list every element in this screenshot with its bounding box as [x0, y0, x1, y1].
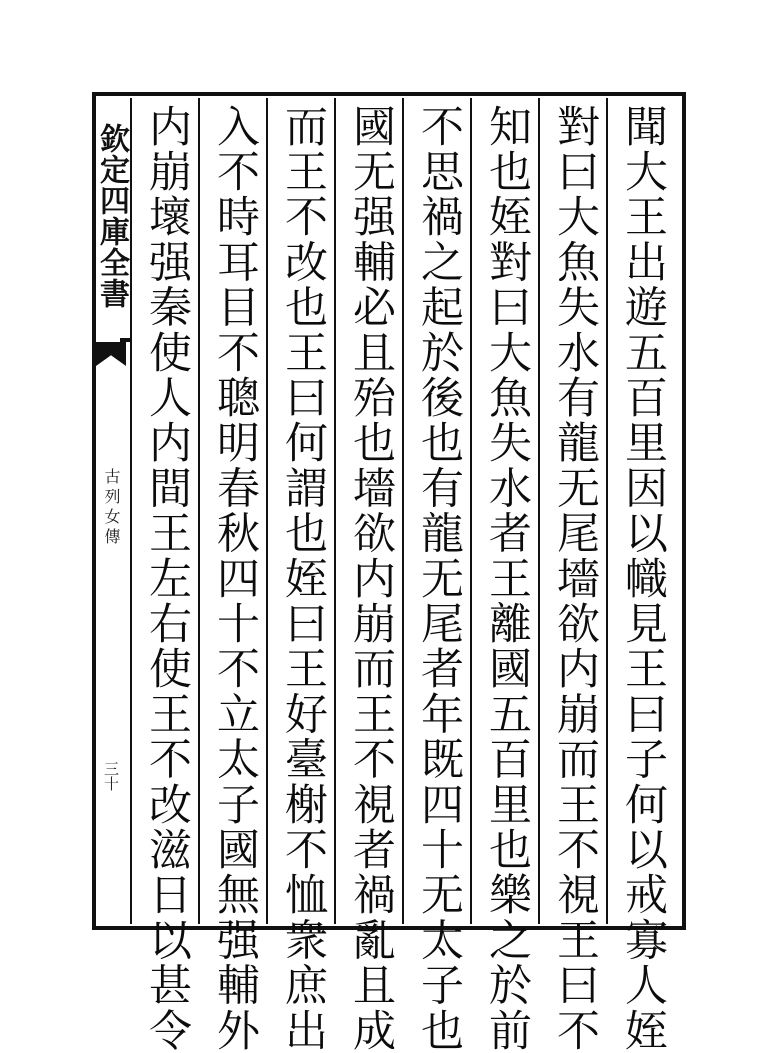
text-column-2: 對曰大魚失水有龍无尾墻欲内崩而王不視王曰不: [550, 104, 600, 1053]
text-column-8: 内崩壞强秦使人内間王左右使王不改滋日以甚令: [142, 104, 192, 1053]
text-column-7: 入不時耳目不聰明春秋四十不立太子國無强輔外: [210, 104, 260, 1053]
text-column-6: 而王不改也王曰何謂也姪曰王好臺榭不恤衆庶出: [278, 104, 328, 1053]
column-rule: [402, 98, 404, 924]
column-rule: [538, 98, 540, 924]
book-title: 古列女傳: [102, 468, 121, 548]
column-rule: [266, 98, 268, 924]
library-title: 欽定四庫全書: [94, 123, 129, 309]
text-column-4: 不思禍之起於後也有龍无尾者年既四十无太子也: [414, 104, 464, 1053]
column-rule: [334, 98, 336, 924]
edge-mark: [120, 338, 130, 342]
column-rule: [606, 98, 608, 924]
column-rule: [198, 98, 200, 924]
page-number: 三十: [102, 761, 120, 791]
text-column-3: 知也姪對曰大魚失水者王離國五百里也樂之於前: [482, 104, 532, 1053]
text-column-1: 聞大王出遊五百里因以幟見王曰子何以戒寡人姪: [618, 104, 668, 1053]
column-rule: [470, 98, 472, 924]
text-column-5: 國无强輔必且殆也墻欲内崩而王不視者禍亂且成: [346, 104, 396, 1053]
